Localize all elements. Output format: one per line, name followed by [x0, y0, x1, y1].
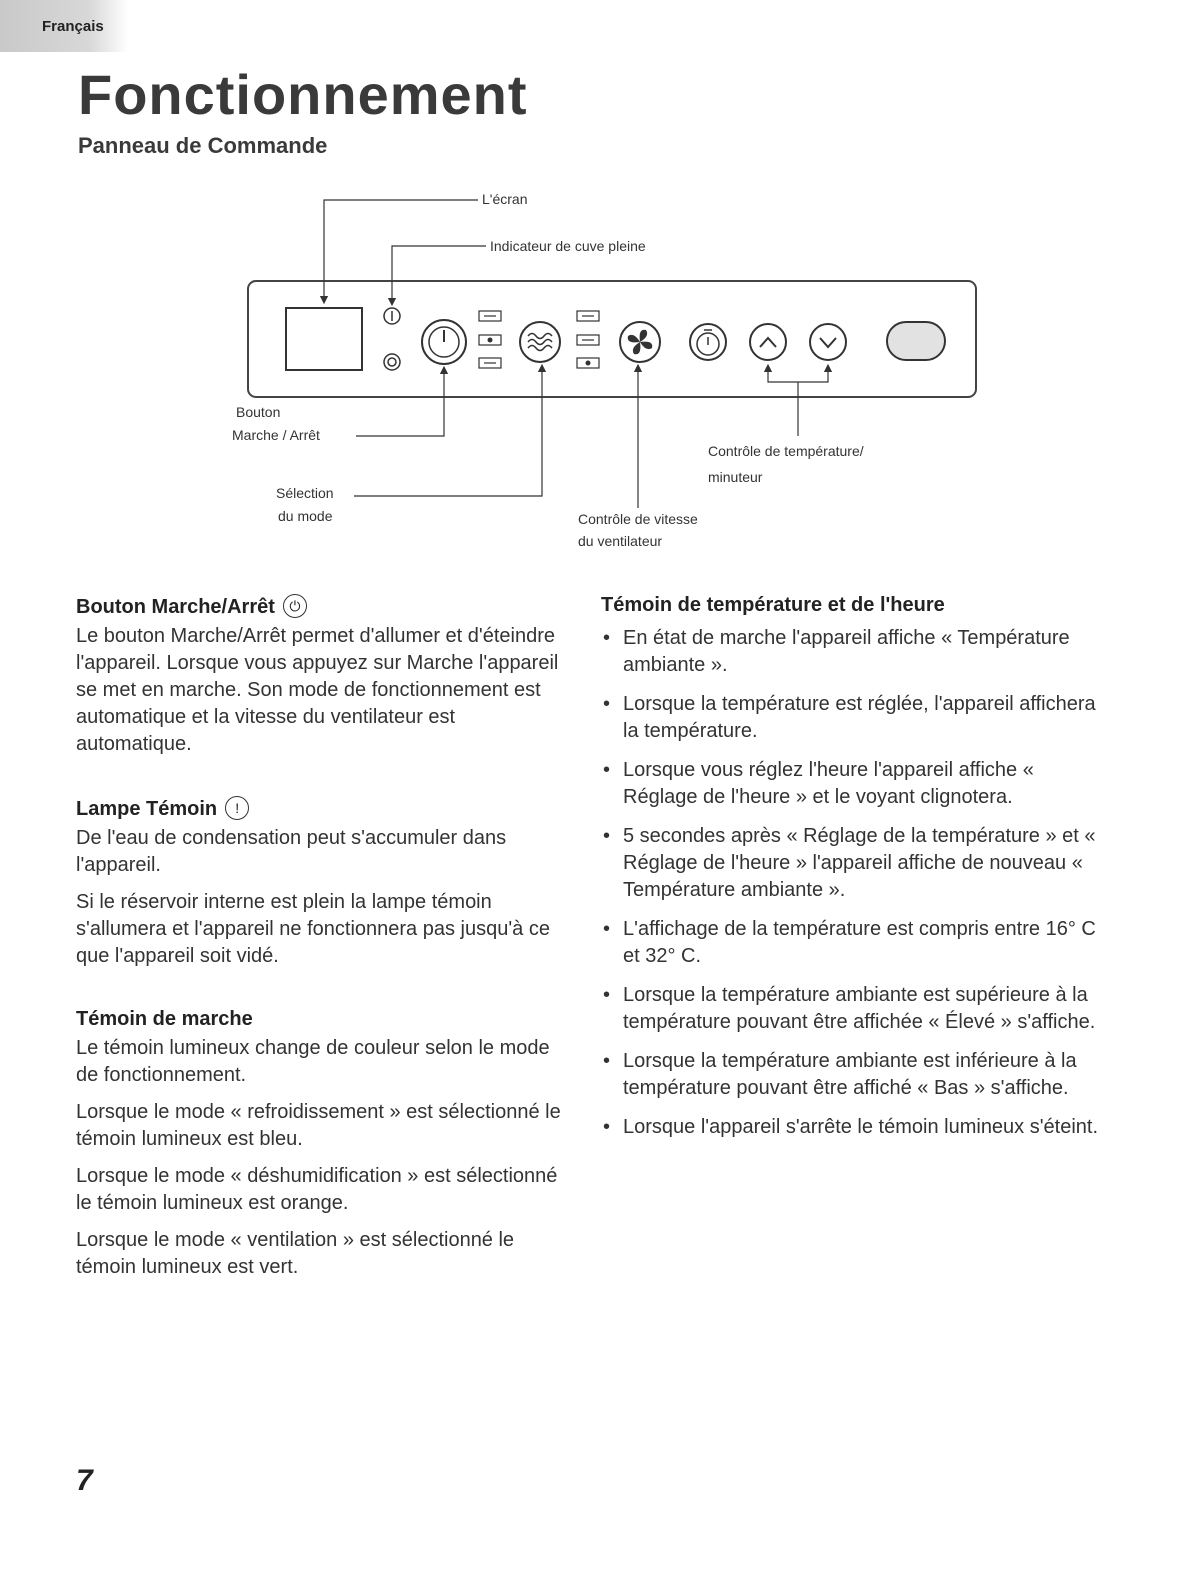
fan-speed-button[interactable]	[620, 322, 660, 362]
callout-line-power	[356, 370, 444, 436]
section-text: Le bouton Marche/Arrêt permet d'allumer et d'éteindre l'appareil. Lorsque vous appuyez sur Marche l'appareil se met en marche. Son mode de fonctionnement est automatique et la vitesse du ventilateur est automatique.	[76, 625, 559, 755]
section-text: Lorsque le mode « refroidissement » est sélectionné le témoin lumineux est bleu.	[76, 1101, 561, 1150]
section-power	[76, 594, 576, 758]
section-heading-temperature-time: Témoin de température et de l'heure	[601, 594, 945, 616]
label-full-tank: Indicateur de cuve pleine	[490, 238, 646, 254]
right-column	[601, 594, 1101, 1153]
section-heading: Témoin de marche	[76, 1008, 253, 1030]
list-item: • En état de marche l'appareil affiche « Température ambiante ».	[601, 625, 1101, 679]
receiver-window	[887, 322, 945, 360]
section-text: De l'eau de condensation peut s'accumuler dans l'appareil.	[76, 827, 507, 876]
page-subtitle: Panneau de Commande	[78, 133, 328, 158]
label-power-line2: Marche / Arrêt	[232, 427, 320, 443]
label-temp-line2: minuteur	[708, 469, 763, 485]
section-running-light	[76, 1008, 576, 1281]
page-title: Fonctionnement	[78, 63, 528, 126]
callout-line-mode	[354, 368, 542, 496]
list-item: • L'affichage de la température est compris entre 16° C et 32° C.	[601, 916, 1101, 970]
section-heading: Lampe Témoin !	[76, 796, 576, 821]
callout-line-tank	[392, 246, 486, 302]
indicator-lamp-icon: !	[225, 796, 249, 820]
power-icon: ⏻	[283, 594, 307, 618]
timer-button[interactable]	[690, 324, 726, 360]
list-item: • Lorsque l'appareil s'arrête le témoin lumineux s'éteint.	[601, 1114, 1101, 1141]
left-column	[76, 594, 576, 1319]
label-mode-line2: du mode	[278, 508, 333, 524]
list-item: • Lorsque la température est réglée, l'appareil affichera la température.	[601, 691, 1101, 745]
section-heading: Bouton Marche/Arrêt ⏻	[76, 594, 576, 619]
section-text: Le témoin lumineux change de couleur selon le mode de fonctionnement.	[76, 1037, 550, 1086]
fan-speed-indicator-icons	[577, 311, 599, 368]
section-text: Lorsque le mode « ventilation » est sélectionné le témoin lumineux est vert.	[76, 1229, 515, 1278]
callout-line-screen	[324, 200, 478, 300]
language-label: Français	[42, 18, 104, 35]
label-fan-line2: du ventilateur	[578, 533, 663, 549]
temperature-down-button[interactable]	[810, 324, 846, 360]
full-tank-indicator-icon	[384, 308, 400, 324]
label-screen: L'écran	[482, 191, 528, 207]
label-mode-line1: Sélection	[276, 485, 334, 501]
page-number: 7	[76, 1464, 93, 1497]
mode-button[interactable]	[520, 322, 560, 362]
temperature-up-button[interactable]	[750, 324, 786, 360]
control-panel-diagram	[0, 0, 1180, 580]
label-temp-line1: Contrôle de température/	[708, 443, 864, 459]
running-indicator-icon	[384, 354, 400, 370]
list-item: • Lorsque vous réglez l'heure l'appareil affiche « Réglage de l'heure » et le voyant clignotera.	[601, 757, 1101, 811]
label-power-line1: Bouton	[236, 404, 281, 420]
section-lamp	[76, 796, 576, 970]
mode-indicator-icons	[479, 311, 501, 368]
callout-line-temp-branch	[768, 368, 828, 382]
section-text: Si le réservoir interne est plein la lampe témoin s'allumera et l'appareil ne fonctionnera pas jusqu'à ce que l'appareil soit vidé.	[76, 891, 550, 967]
power-button[interactable]	[422, 320, 466, 364]
section-text: Lorsque le mode « déshumidification » est sélectionné le témoin lumineux est orange.	[76, 1165, 558, 1214]
label-fan-line1: Contrôle de vitesse	[578, 511, 698, 527]
list-item: • 5 secondes après « Réglage de la température » et « Réglage de l'heure » l'appareil affiche de nouveau « Température ambiante ».	[601, 823, 1101, 904]
list-item: • Lorsque la température ambiante est inférieure à la température pouvant être affiché « Bas » s'affiche.	[601, 1048, 1101, 1102]
list-item: • Lorsque la température ambiante est supérieure à la température pouvant être affichée « Élevé » s'affiche.	[601, 982, 1101, 1036]
display-screen	[286, 308, 362, 370]
bullet-list	[601, 625, 1101, 1141]
